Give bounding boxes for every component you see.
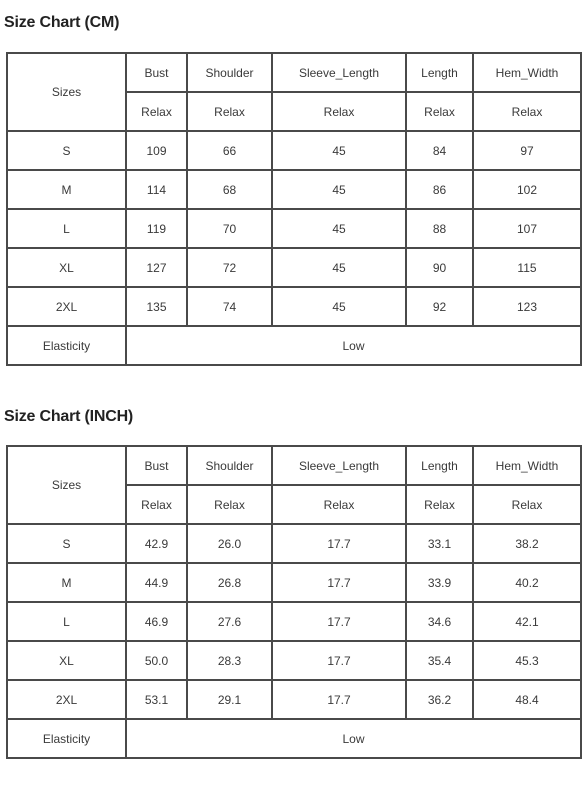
size-chart-inch-table — [6, 445, 582, 759]
measurement-cell: 123 — [473, 287, 581, 326]
header-row — [7, 446, 581, 485]
measurement-cell: 45 — [272, 287, 406, 326]
size-label-cell: S — [7, 131, 126, 170]
measure-header-cell: Shoulder — [187, 446, 272, 485]
measurement-cell: 17.7 — [272, 602, 406, 641]
measurement-cell: 29.1 — [187, 680, 272, 719]
measurement-cell: 86 — [406, 170, 473, 209]
size-label-cell: XL — [7, 641, 126, 680]
fit-cell: Relax — [187, 485, 272, 524]
elasticity-label-cell: Elasticity — [7, 326, 126, 365]
table-row — [7, 287, 581, 326]
fit-cell: Relax — [406, 485, 473, 524]
measurement-cell: 74 — [187, 287, 272, 326]
measure-header-cell: Hem_Width — [473, 446, 581, 485]
measurement-cell: 17.7 — [272, 641, 406, 680]
measurement-cell: 17.7 — [272, 524, 406, 563]
measurement-cell: 45 — [272, 131, 406, 170]
measurement-cell: 66 — [187, 131, 272, 170]
table-row — [7, 209, 581, 248]
measurement-cell: 72 — [187, 248, 272, 287]
elasticity-value-cell: Low — [126, 719, 581, 758]
measure-header-cell: Sleeve_Length — [272, 53, 406, 92]
measurement-cell: 36.2 — [406, 680, 473, 719]
measurement-cell: 53.1 — [126, 680, 187, 719]
table-row — [7, 680, 581, 719]
measure-header-cell: Length — [406, 53, 473, 92]
measurement-cell: 48.4 — [473, 680, 581, 719]
size-label-cell: M — [7, 170, 126, 209]
table-row — [7, 602, 581, 641]
measure-header-cell: Bust — [126, 53, 187, 92]
measurement-cell: 33.1 — [406, 524, 473, 563]
measurement-cell: 42.1 — [473, 602, 581, 641]
measurement-cell: 17.7 — [272, 680, 406, 719]
header-row — [7, 53, 581, 92]
measurement-cell: 45.3 — [473, 641, 581, 680]
fit-cell: Relax — [126, 485, 187, 524]
measurement-cell: 92 — [406, 287, 473, 326]
measure-header-cell: Bust — [126, 446, 187, 485]
sizes-header-cell: Sizes — [7, 446, 126, 524]
measurement-cell: 26.0 — [187, 524, 272, 563]
measurement-cell: 127 — [126, 248, 187, 287]
fit-cell: Relax — [126, 92, 187, 131]
size-label-cell: XL — [7, 248, 126, 287]
measurement-cell: 35.4 — [406, 641, 473, 680]
table-row — [7, 131, 581, 170]
measure-header-cell: Hem_Width — [473, 53, 581, 92]
size-chart-inch-title: Size Chart (INCH) — [4, 408, 134, 425]
elasticity-label-cell: Elasticity — [7, 719, 126, 758]
elasticity-row — [7, 326, 581, 365]
measure-header-cell: Sleeve_Length — [272, 446, 406, 485]
measurement-cell: 45 — [272, 170, 406, 209]
size-label-cell: L — [7, 209, 126, 248]
size-label-cell: 2XL — [7, 287, 126, 326]
measurement-cell: 119 — [126, 209, 187, 248]
measurement-cell: 97 — [473, 131, 581, 170]
table-row — [7, 563, 581, 602]
measurement-cell: 135 — [126, 287, 187, 326]
measurement-cell: 45 — [272, 248, 406, 287]
measurement-cell: 90 — [406, 248, 473, 287]
measurement-cell: 27.6 — [187, 602, 272, 641]
elasticity-value-cell: Low — [126, 326, 581, 365]
measurement-cell: 46.9 — [126, 602, 187, 641]
measurement-cell: 115 — [473, 248, 581, 287]
measurement-cell: 42.9 — [126, 524, 187, 563]
fit-cell: Relax — [406, 92, 473, 131]
measurement-cell: 107 — [473, 209, 581, 248]
table-row — [7, 641, 581, 680]
elasticity-row — [7, 719, 581, 758]
measurement-cell: 70 — [187, 209, 272, 248]
measurement-cell: 40.2 — [473, 563, 581, 602]
measurement-cell: 34.6 — [406, 602, 473, 641]
measurement-cell: 17.7 — [272, 563, 406, 602]
fit-cell: Relax — [272, 485, 406, 524]
measure-header-cell: Length — [406, 446, 473, 485]
measurement-cell: 88 — [406, 209, 473, 248]
measurement-cell: 28.3 — [187, 641, 272, 680]
size-label-cell: S — [7, 524, 126, 563]
fit-cell: Relax — [187, 92, 272, 131]
measurement-cell: 38.2 — [473, 524, 581, 563]
table-row — [7, 524, 581, 563]
size-label-cell: L — [7, 602, 126, 641]
sizes-header-cell: Sizes — [7, 53, 126, 131]
measurement-cell: 68 — [187, 170, 272, 209]
size-chart-cm-table — [6, 52, 582, 366]
measurement-cell: 33.9 — [406, 563, 473, 602]
fit-cell: Relax — [272, 92, 406, 131]
measurement-cell: 114 — [126, 170, 187, 209]
size-chart-cm-title: Size Chart (CM) — [4, 14, 120, 31]
measure-header-cell: Shoulder — [187, 53, 272, 92]
table-row — [7, 170, 581, 209]
measurement-cell: 26.8 — [187, 563, 272, 602]
measurement-cell: 45 — [272, 209, 406, 248]
measurement-cell: 109 — [126, 131, 187, 170]
fit-cell: Relax — [473, 92, 581, 131]
measurement-cell: 50.0 — [126, 641, 187, 680]
measurement-cell: 102 — [473, 170, 581, 209]
fit-cell: Relax — [473, 485, 581, 524]
table-row — [7, 248, 581, 287]
size-label-cell: 2XL — [7, 680, 126, 719]
measurement-cell: 44.9 — [126, 563, 187, 602]
size-label-cell: M — [7, 563, 126, 602]
measurement-cell: 84 — [406, 131, 473, 170]
